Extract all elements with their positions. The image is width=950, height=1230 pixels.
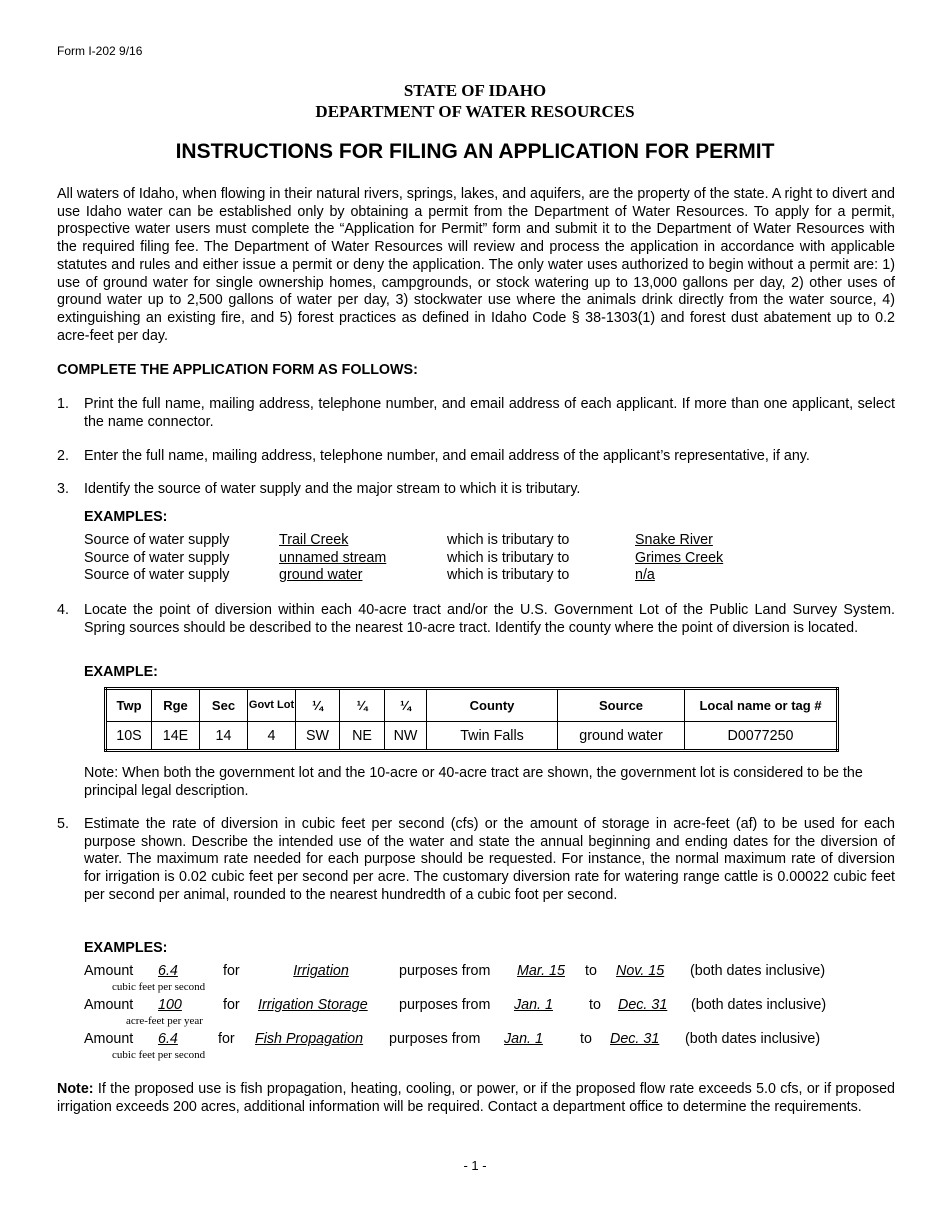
amount-example-row — [84, 997, 904, 1015]
cell-govt-lot: 4 — [248, 722, 296, 751]
page-number: - 1 - — [463, 1158, 487, 1173]
cell-sec: 14 — [200, 722, 248, 751]
item-number: 4. — [57, 602, 69, 618]
col-header-source: Source — [558, 689, 685, 722]
amount-label: Amount — [84, 963, 134, 979]
to-label: to — [585, 963, 597, 979]
final-note-text: If the proposed use is fish propagation, heating, cooling, or power, or if the proposed flow rate exceeds 5.0 cfs, or if proposed irrigation exceeds 200 acres, additional information will be required. Contact a department office to determine the requirements. — [57, 1081, 895, 1115]
purpose-value: Irrigation Storage — [258, 997, 368, 1013]
intro-paragraph: All waters of Idaho, when flowing in their natural rivers, springs, lakes, and aquifers, are the property of the state. A right to divert and use Idaho water can be established only by obtaining a permit from the Department of Water Resources. To apply for a permit, prospective water users must complete the “Application for Permit” form and submit it to the Department of Water Resources with the required filing fee. The Department of Water Resources will review and process the application in accordance with applicable statutes and rules and either issue a permit or deny the application. The only water uses authorized to begin without a permit are: 1) use of ground water for single ownership homes, campgrounds, or stock watering up to 13,000 gallons per day, 2) other uses of ground water up to 2,500 gallons of water per day, 3) stockwater use where the animals drink directly from the water source, 4) extinguishing an existing fire, and 5) forest practices as defined in Idaho Code § 38-1303(1) and forest dust abatement up to 0.2 acre-feet per day. — [57, 186, 895, 344]
tributary-label: which is tributary to — [447, 532, 570, 548]
from-date: Mar. 15 — [517, 963, 565, 979]
source-value: Trail Creek — [279, 532, 349, 548]
to-label: to — [580, 1031, 592, 1047]
table-row — [106, 722, 838, 751]
amount-unit: cubic feet per second — [112, 1049, 206, 1061]
amount-unit: cubic feet per second — [112, 981, 206, 993]
examples-label: EXAMPLES: — [84, 509, 168, 525]
to-date: Nov. 15 — [616, 963, 665, 979]
col-header-twp: Twp — [106, 689, 152, 722]
inclusive-note: (both dates inclusive) — [685, 1031, 821, 1047]
purpose-value: Fish Propagation — [255, 1031, 364, 1047]
amount-label: Amount — [84, 997, 134, 1013]
item-text: Estimate the rate of diversion in cubic feet per second (cfs) or the amount of storage in acre-feet (af) to be used for each purpose shown. Describe the intended use of the water and state the annual beginning and ending dates for the diversion of water. The maximum rate needed for each purpose should be requested. For instance, the normal maximum rate of diversion for irrigation is 0.02 cubic feet per second per acre. The customary diversion rate for watering range cattle is 0.00022 cubic feet per second per animal, rounded to the nearest hundredth of a cubic foot per second. — [84, 816, 895, 903]
amount-value: 6.4 — [158, 1031, 178, 1047]
to-date: Dec. 31 — [610, 1031, 660, 1047]
col-header-quarter-1: ¼ — [296, 689, 340, 722]
agency-state: STATE OF IDAHO — [403, 81, 547, 100]
source-example-row — [84, 567, 884, 585]
item-text: Print the full name, mailing address, telephone number, and email address of each applicant. If more than one applicant, select the name connector. — [84, 396, 895, 430]
source-label: Source of water supply — [84, 550, 230, 566]
to-date: Dec. 31 — [618, 997, 668, 1013]
cell-quarter-3: NW — [385, 722, 427, 751]
inclusive-note: (both dates inclusive) — [691, 997, 827, 1013]
agency-department: DEPARTMENT OF WATER RESOURCES — [315, 102, 635, 121]
form-id: Form I-202 9/16 — [57, 44, 143, 58]
col-header-county: County — [427, 689, 558, 722]
source-label: Source of water supply — [84, 567, 230, 583]
amount-value: 6.4 — [158, 963, 178, 979]
purposes-from-label: purposes from — [399, 997, 491, 1013]
cell-rge: 14E — [152, 722, 200, 751]
amount-example-row — [84, 1031, 904, 1049]
source-example-row — [84, 532, 884, 550]
purposes-from-label: purposes from — [389, 1031, 481, 1047]
example-label: EXAMPLE: — [84, 664, 158, 680]
page-title: INSTRUCTIONS FOR FILING AN APPLICATION FOR PERMIT — [175, 140, 775, 163]
for-label: for — [223, 963, 240, 979]
agency-header — [0, 80, 950, 122]
col-header-govt-lot: Govt Lot — [248, 689, 296, 722]
col-header-quarter-3: ¼ — [385, 689, 427, 722]
item-text: Locate the point of diversion within each 40-acre tract and/or the U.S. Government Lot of the Public Land Survey System. Spring sources should be described to the nearest 10-acre tract. Identify the county where the point of diversion is located. — [84, 602, 895, 636]
tributary-label: which is tributary to — [447, 550, 570, 566]
from-date: Jan. 1 — [504, 1031, 543, 1047]
amount-unit: acre-feet per year — [126, 1015, 203, 1027]
cell-twp: 10S — [106, 722, 152, 751]
table-header-row — [106, 689, 838, 722]
tributary-value: Grimes Creek — [635, 550, 724, 566]
final-note-label: Note: — [57, 1081, 94, 1097]
tributary-value: n/a — [635, 567, 655, 583]
item-text: Identify the source of water supply and the major stream to which it is tributary. — [84, 481, 581, 497]
amount-label: Amount — [84, 1031, 134, 1047]
item-number: 2. — [57, 448, 69, 464]
inclusive-note: (both dates inclusive) — [690, 963, 826, 979]
purpose-value: Irrigation — [293, 963, 349, 979]
item-number: 3. — [57, 481, 69, 497]
legal-description-note: Note: When both the government lot and the 10-acre or 40-acre tract are shown, the government lot is considered to be the principal legal description. — [84, 765, 863, 799]
for-label: for — [218, 1031, 235, 1047]
cell-source: ground water — [558, 722, 685, 751]
source-example-row — [84, 550, 884, 568]
item-text: Enter the full name, mailing address, telephone number, and email address of the applicant’s representative, if any. — [84, 448, 810, 464]
tributary-value: Snake River — [635, 532, 713, 548]
to-label: to — [589, 997, 601, 1013]
section-heading: COMPLETE THE APPLICATION FORM AS FOLLOWS: — [57, 362, 418, 378]
col-header-local-name: Local name or tag # — [685, 689, 838, 722]
col-header-sec: Sec — [200, 689, 248, 722]
tributary-label: which is tributary to — [447, 567, 570, 583]
source-value: unnamed stream — [279, 550, 387, 566]
col-header-rge: Rge — [152, 689, 200, 722]
diversion-example-table — [104, 687, 839, 752]
cell-local-name: D0077250 — [685, 722, 838, 751]
purposes-from-label: purposes from — [399, 963, 491, 979]
amount-example-row — [84, 963, 904, 981]
cell-county: Twin Falls — [427, 722, 558, 751]
amount-value: 100 — [158, 997, 182, 1013]
col-header-quarter-2: ¼ — [340, 689, 385, 722]
item-number: 5. — [57, 816, 69, 832]
source-value: ground water — [279, 567, 363, 583]
cell-quarter-1: SW — [296, 722, 340, 751]
from-date: Jan. 1 — [514, 997, 553, 1013]
cell-quarter-2: NE — [340, 722, 385, 751]
final-note — [57, 1081, 895, 1116]
for-label: for — [223, 997, 240, 1013]
examples-label: EXAMPLES: — [84, 940, 168, 956]
source-label: Source of water supply — [84, 532, 230, 548]
item-number: 1. — [57, 396, 69, 412]
